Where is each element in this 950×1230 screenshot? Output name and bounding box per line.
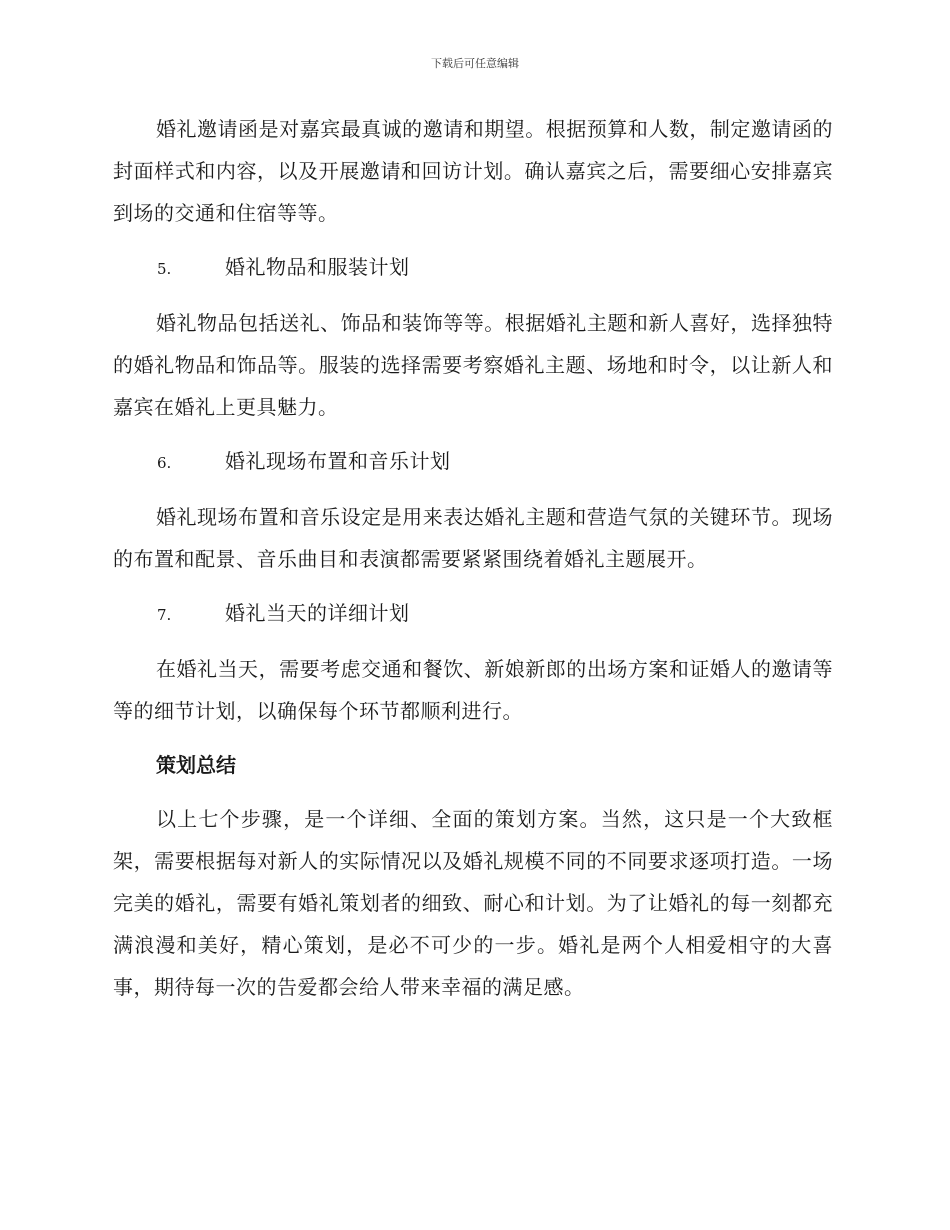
list-item-title: 婚礼现场布置和音乐计划 [225,449,451,473]
list-number: 7. [157,606,172,624]
paragraph-wedding-day: 在婚礼当天，需要考虑交通和餐饮、新娘新郎的出场方案和证婚人的邀请等等的细节计划，以确保每个环节都顺利进行。 [113,657,833,723]
document-body [113,108,833,1020]
list-number: 6. [157,454,172,472]
list-item-title: 婚礼当天的详细计划 [225,601,410,625]
paragraph-summary: 以上七个步骤，是一个详细、全面的策划方案。当然，这只是一个大致框架，需要根据每对新人的实际情况以及婚礼规模不同的不同要求逐项打造。一场完美的婚礼，需要有婚礼策划者的细致、耐心和计划。为了让婚礼的每一刻都充满浪漫和美好，精心策划，是必不可少的一步。婚礼是两个人相爱相守的大喜事，期待每一次的告爱都会给人带来幸福的满足感。 [113,807,833,999]
list-item-title: 婚礼物品和服装计划 [225,255,410,279]
section-heading-summary: 策划总结 [156,753,236,777]
paragraph-items-attire: 婚礼物品包括送礼、饰品和装饰等等。根据婚礼主题和新人喜好，选择独特的婚礼物品和饰品等。服装的选择需要考察婚礼主题、场地和时令，以让新人和嘉宾在婚礼上更具魅力。 [113,311,833,419]
list-item-6 [113,440,833,484]
paragraph-venue-music: 婚礼现场布置和音乐设定是用来表达婚礼主题和营造气氛的关键环节。现场的布置和配景、音乐曲目和表演都需要紧紧围绕着婚礼主题展开。 [113,505,833,571]
header-note: 下载后可任意编辑 [431,57,519,70]
list-number: 5. [157,260,172,278]
paragraph-invitation: 婚礼邀请函是对嘉宾最真诚的邀请和期望。根据预算和人数，制定邀请函的封面样式和内容，以及开展邀请和回访计划。确认嘉宾之后，需要细心安排嘉宾到场的交通和住宿等等。 [113,117,833,225]
list-item-5 [113,246,833,290]
list-item-7 [113,592,833,636]
